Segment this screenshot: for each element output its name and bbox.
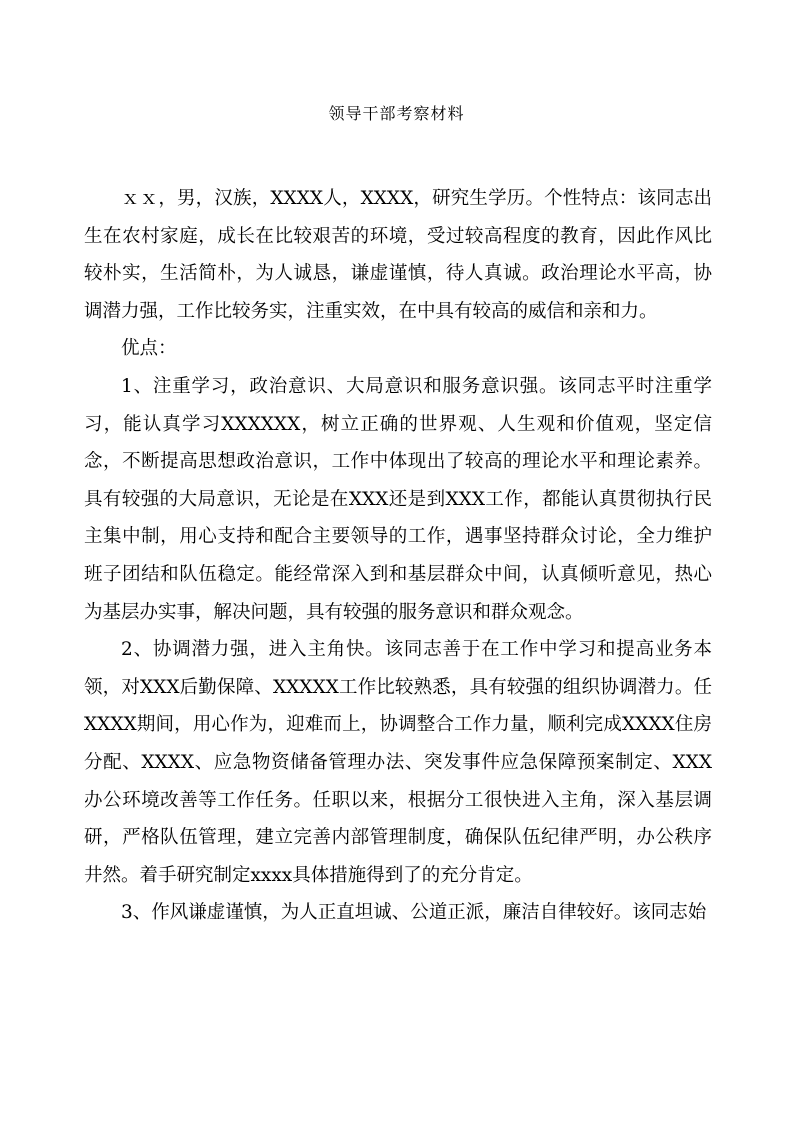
paragraph-strength-2: 2、协调潜力强，进入主角快。该同志善于在工作中学习和提高业务本领，对XXX后勤保障、XXXXX工作比较熟悉，具有较强的组织协调潜力。任XXXX期间，用心作为，迎难而上，协调整合工作力量，顺利完成XXXX住房分配、XXXX、应急物资储备管理办法、突发事件应急保障预案制定、XXX办公环境改善等工作任务。任职以来，根据分工很快进入主角，深入基层调研，严格队伍管理，建立完善内部管理制度，确保队伍纪律严明，办公秩序井然。着手研究制定xxxx具体措施得到了的充分肯定。 <box>84 639 712 886</box>
paragraph-strengths-heading: 优点： <box>121 338 177 360</box>
paragraph-profile: ｘｘ，男，汉族，XXXX人，XXXX，研究生学历。个性特点：该同志出生在农村家庭，成长在比较艰苦的环境，受过较高程度的教育，因此作风比较朴实，生活简朴，为人诚恳，谦虚谨慎，待人真诚。政治理论水平高，协调潜力强，工作比较务实，注重实效，在中具有较高的威信和亲和力。 <box>84 188 712 322</box>
document-body <box>84 180 712 932</box>
paragraph-strength-3: 3、作风谦虚谨慎，为人正直坦诚、公道正派，廉洁自律较好。该同志始 <box>121 902 707 924</box>
document-title: 领导干部考察材料 <box>328 104 465 123</box>
paragraph-strength-1: 1、注重学习，政治意识、大局意识和服务意识强。该同志平时注重学习，能认真学习XXXXXX，树立正确的世界观、人生观和价值观，坚定信念，不断提高思想政治意识，工作中体现出了较高的理论水平和理论素养。具有较强的大局意识，无论是在XXX还是到XXX工作，都能认真贯彻执行民主集中制，用心支持和配合主要领导的工作，遇事坚持群众讨论，全力维护班子团结和队伍稳定。能经常深入到和基层群众中间，认真倾听意见，热心为基层办实事，解决问题，具有较强的服务意识和群众观念。 <box>84 375 712 623</box>
